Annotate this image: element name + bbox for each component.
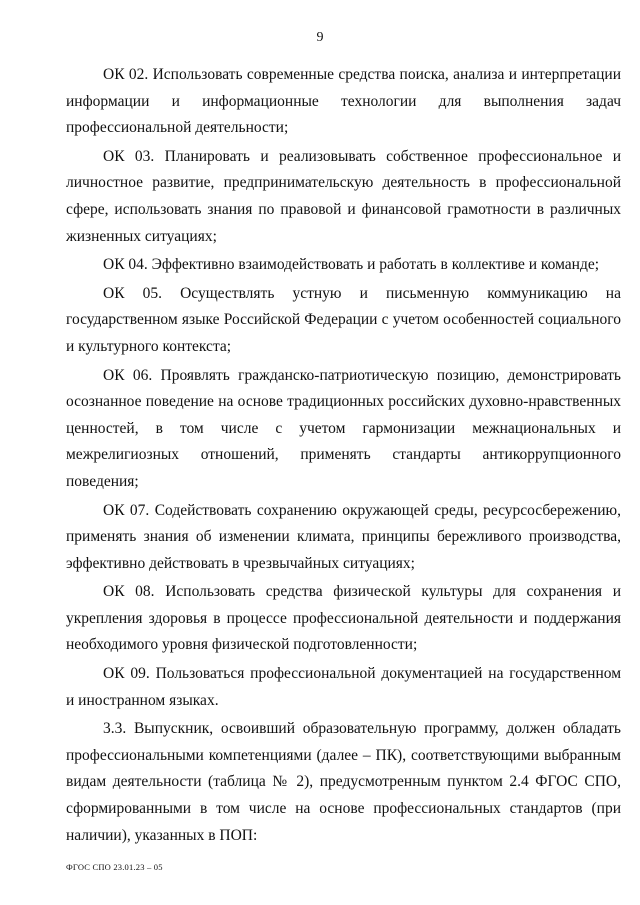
paragraph-ok-04: ОК 04. Эффективно взаимодействовать и работать в коллективе и команде; [103,256,600,274]
paragraph-3-3: 3.3. Выпускник, освоивший образовательную программу, должен обладать профессиональными компетенциями (далее – ПК), соответствующими выбранным видам деятельности (таблица № 2), предусмотренным пунктом 2.4 ФГОС СПО, сформированными в том числе на основе профессиональных стандартов (при наличии), указанных в ПОП: [66,720,621,844]
paragraph-ok-08: ОК 08. Использовать средства физической культуры для сохранения и укрепления здоровья в процессе профессиональной деятельности и поддержания необходимого уровня физической подготовленности; [66,583,621,654]
paragraph-ok-03: ОК 03. Планировать и реализовывать собственное профессиональное и личностное развитие, предпринимательскую деятельность в профессиональной сфере, использовать знания по правовой и финансовой грамотности в различных жизненных ситуациях; [66,147,621,245]
paragraph-ok-06: ОК 06. Проявлять гражданско-патриотическую позицию, демонстрировать осознанное поведение на основе традиционных российских духовно-нравственных ценностей, в том числе с учетом гармонизации межнациональных и межрелигиозных отношений, применять стандарты антикоррупционного поведения; [66,366,621,490]
page-number: 9 [316,30,324,45]
paragraph-ok-07: ОК 07. Содействовать сохранению окружающей среды, ресурсосбережению, применять знания об изменении климата, принципы бережливого производства, эффективно действовать в чрезвычайных ситуациях; [66,501,621,572]
paragraph-ok-05: ОК 05. Осуществлять устную и письменную коммуникацию на государственном языке Российской Федерации с учетом особенностей социального и культурного контекста; [66,284,621,355]
paragraph-ok-02: ОК 02. Использовать современные средства поиска, анализа и интерпретации информации и информационные технологии для выполнения задач профессиональной деятельности; [66,66,621,137]
document-body [66,62,621,851]
footer-standard-code: ФГОС СПО 23.01.23 – 05 [66,862,163,872]
paragraph-ok-09: ОК 09. Пользоваться профессиональной документацией на государственном и иностранном языках. [66,665,621,709]
